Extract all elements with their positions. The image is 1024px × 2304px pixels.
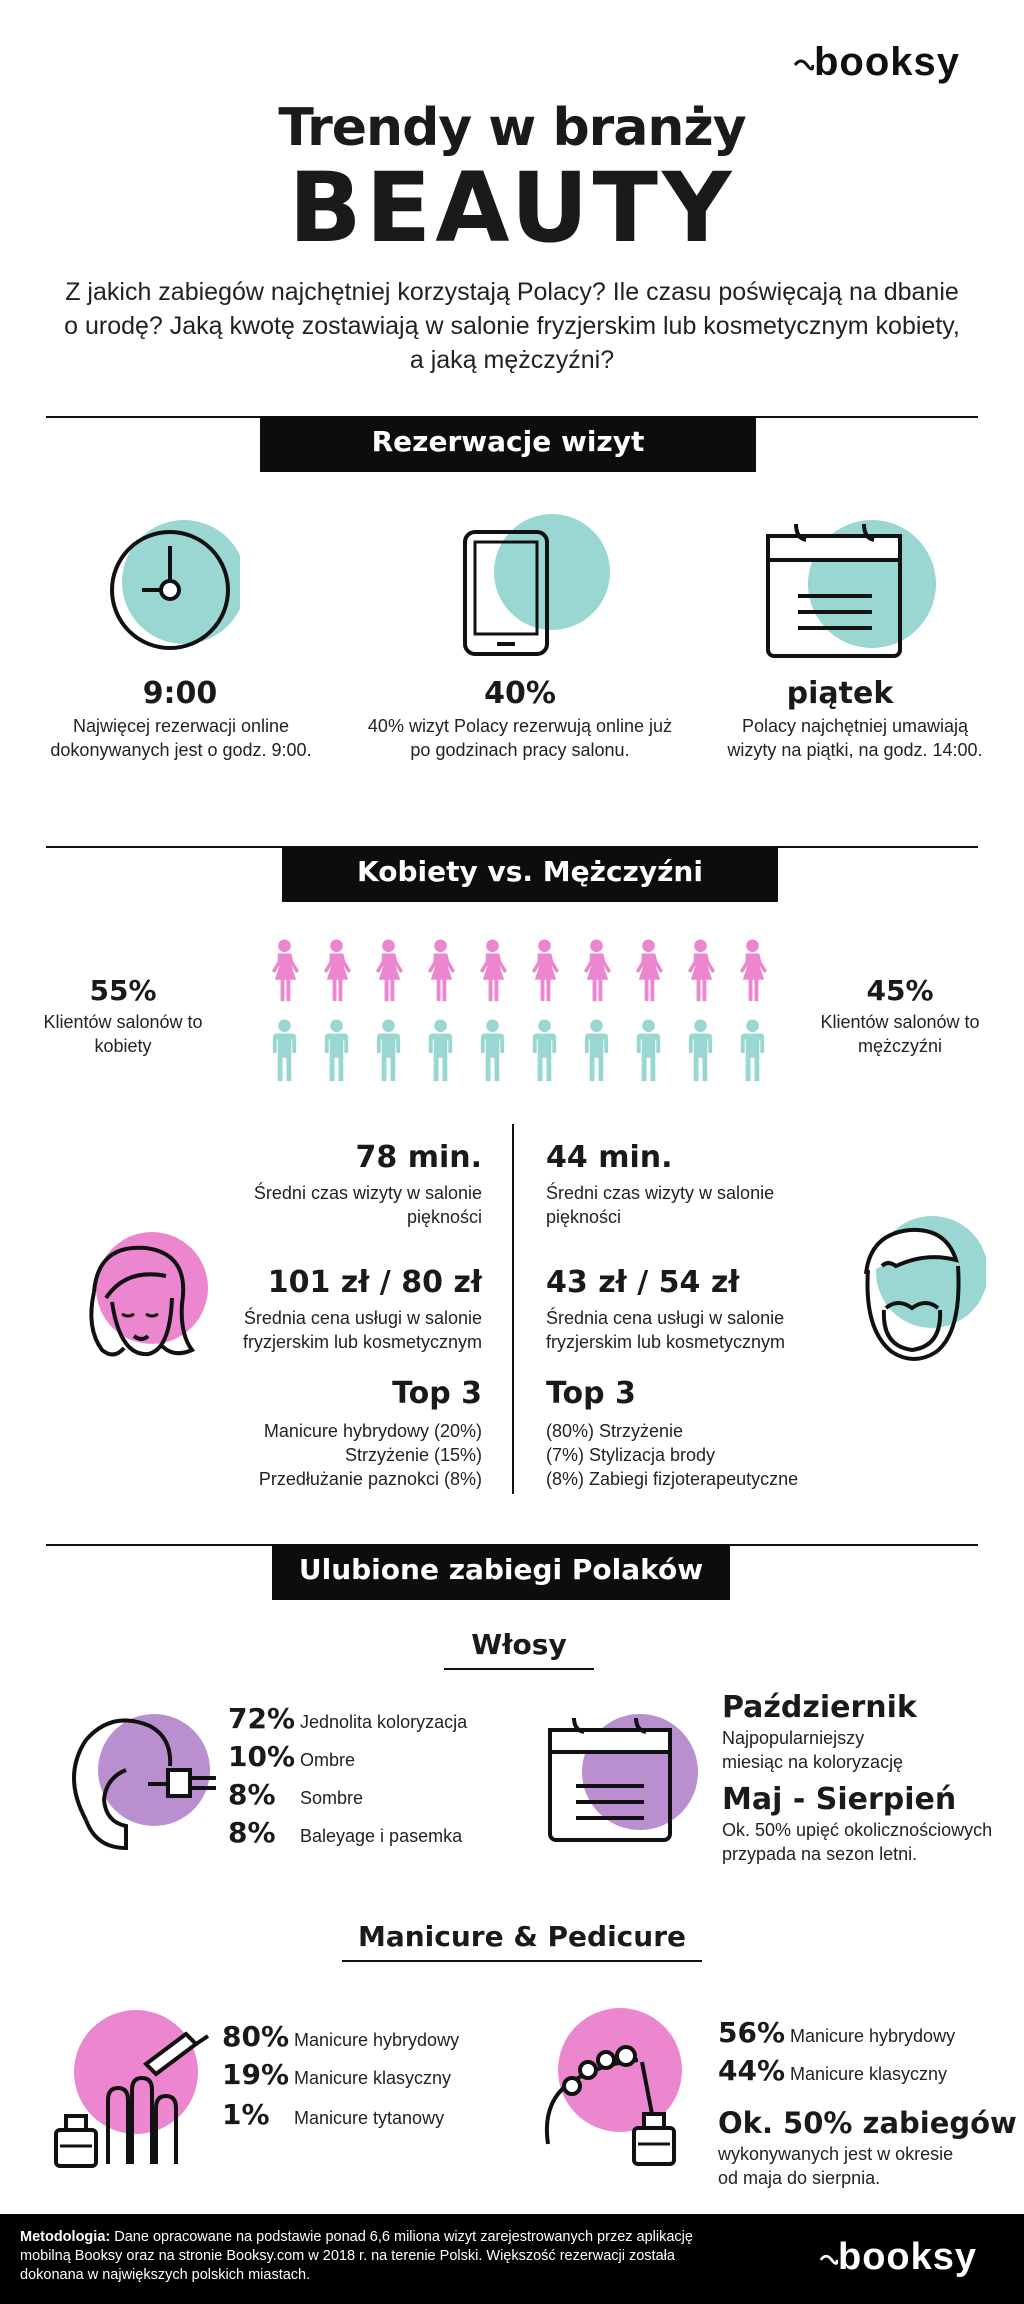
man-figure-icon [736,1018,769,1084]
women-figures [268,938,788,1008]
pct: 44% [718,2054,786,2087]
stat-value: piątek [786,676,894,711]
column-divider [512,1124,514,1494]
label: Baleyage i pasemka [300,1826,463,1846]
calendar-icon [760,510,950,660]
stat-text: 40% wizyt Polacy rezerwują online już po godzinach pracy salonu. [367,716,673,760]
woman-figure-icon [684,938,717,1004]
booksy-swoosh-icon [818,2247,838,2269]
women-price-label: Średnia cena usługi w salonie fryzjerskim lub kosmetycznym [242,1308,482,1352]
hair-stat [228,1740,355,1773]
section-banner-gender [282,846,778,902]
woman-figure-icon [528,938,561,1004]
booksy-swoosh-icon [792,51,814,75]
booksy-wordmark: booksy [814,40,961,84]
manicure-stat [222,2058,451,2091]
label: Manicure klasyczny [790,2064,948,2084]
methodology-text [20,2228,720,2285]
pct: 8% [228,1778,276,1811]
women-time-label: Średni czas wizyty w salonie piękności [253,1183,482,1227]
men-top-3: (8%) Zabiegi fizjoterapeutyczne [546,1469,799,1489]
pedicure-stat [718,2054,947,2087]
man-figure-icon [424,1018,457,1084]
men-label: Klientów salonów to mężczyźni [820,1012,980,1056]
man-figure-icon [372,1018,405,1084]
label: Manicure klasyczny [294,2068,452,2088]
pct: 19% [222,2058,290,2091]
women-stats [196,1140,482,1491]
woman-figure-icon [372,938,405,1004]
women-price: 101 zł / 80 zł [267,1265,482,1300]
woman-figure-icon [736,938,769,1004]
booksy-logo-footer[interactable] [818,2236,977,2279]
calendar-icon [540,1706,710,1846]
woman-figure-icon [424,938,457,1004]
manicure-stat [222,2020,459,2053]
woman-figure-icon [476,938,509,1004]
methodology-body: Dane opracowane na podstawie ponad 6,6 miliona wizyt zarejestrowanych przez aplikację mobilną Booksy oraz na stronie Booksy.com w 2018 r. na terenie Polski. Większość rezerwacji została dokonana w największych polskich miastach. [20,2229,693,2283]
season-text: Ok. 50% upięć okolicznościowych przypada na sezon letni. [722,1820,993,1864]
stat-text: Najwięcej rezerwacji online dokonywanych jest o godz. 9:00. [50,716,312,760]
men-figures [268,1018,788,1088]
label: Manicure tytanowy [294,2108,445,2128]
men-price-label: Średnia cena usługi w salonie fryzjerskim lub kosmetycznym [546,1308,786,1352]
women-label: Klientów salonów to kobiety [43,1012,203,1056]
pct: 80% [222,2020,290,2053]
man-figure-icon [632,1018,665,1084]
label: Ombre [300,1750,356,1770]
woman-figure-icon [320,938,353,1004]
woman-figure-icon [268,938,301,1004]
stat-value: 9:00 [142,676,218,711]
section-title: Kobiety vs. Mężczyźni [357,855,703,888]
man-figure-icon [476,1018,509,1084]
man-figure-icon [268,1018,301,1084]
men-top-1: (80%) Strzyżenie [546,1421,684,1441]
booksy-logo[interactable] [792,40,960,85]
pct: 72% [228,1702,296,1735]
title-line1: Trendy w branży [278,98,746,158]
man-face-icon [846,1214,986,1374]
men-time-label: Średni czas wizyty w salonie piękności [546,1183,775,1227]
women-top-title: Top 3 [392,1376,482,1411]
stat-value: 40% [484,676,556,711]
hair-stat [228,1816,462,1849]
clock-icon [100,510,240,650]
label: Manicure hybrydowy [790,2026,956,2046]
section-banner-reservations [260,416,756,472]
woman-figure-icon [632,938,665,1004]
label: Jednolita koloryzacja [300,1712,468,1732]
man-figure-icon [580,1018,613,1084]
intro-text: Z jakich zabiegów najchętniej korzystają Polacy? Ile czasu poświęcają na dbanie o urodę? Jaką kwotę zostawiają w salonie fryzjerskim lub kosmetycznym kobiety, a jaką mężczyźni? [64,278,960,374]
men-pct: 45% [866,974,934,1007]
pct: 10% [228,1740,296,1773]
pedicure-stat [718,2016,955,2049]
hair-stat [228,1702,467,1735]
underline [444,1668,594,1670]
women-top-1: Manicure hybrydowy (20%) [263,1421,482,1441]
label: Manicure hybrydowy [294,2030,460,2050]
man-figure-icon [528,1018,561,1084]
section-title: Ulubione zabiegi Polaków [298,1553,704,1586]
section-banner-favorites [272,1544,730,1600]
hair-stat [228,1778,363,1811]
women-top-3: Przedłużanie paznokci (8%) [258,1469,482,1489]
underline [342,1960,702,1962]
nails-heading: Manicure & Pedicure [357,1920,686,1953]
title-line2: BEAUTY [288,152,736,264]
label: Sombre [300,1788,364,1808]
pct: 8% [228,1816,276,1849]
booksy-wordmark: booksy [838,2236,978,2278]
month-text: Najpopularniejszy miesiąc na koloryzację [722,1728,904,1772]
month-title: Październik [722,1690,917,1725]
manicure-hand-icon [46,2004,216,2174]
footer [0,2214,1024,2304]
men-stats [546,1140,846,1491]
man-figure-icon [684,1018,717,1084]
nails-note-text: wykonywanych jest w okresie od maja do sierpnia. [718,2144,954,2188]
phone-icon [455,510,615,660]
hair-heading: Włosy [471,1628,567,1661]
men-top-2: (7%) Stylizacja brody [546,1445,716,1465]
pct: 1% [222,2098,270,2131]
manicure-stat [222,2098,444,2131]
man-figure-icon [320,1018,353,1084]
woman-face-icon [60,1228,210,1378]
men-time: 44 min. [546,1140,673,1175]
pedicure-foot-icon [528,2004,708,2174]
hair-coloring-icon [56,1710,236,1860]
men-top-title: Top 3 [546,1376,636,1411]
men-price: 43 zł / 54 zł [546,1265,740,1300]
methodology-label: Metodologia: [20,2229,111,2245]
women-top-2: Strzyżenie (15%) [344,1445,482,1465]
woman-figure-icon [580,938,613,1004]
stat-text: Polacy najchętniej umawiają wizyty na piątki, na godz. 14:00. [727,716,983,760]
section-title: Rezerwacje wizyt [371,425,645,458]
season-title: Maj - Sierpień [722,1782,957,1817]
pct: 56% [718,2016,786,2049]
women-pct: 55% [89,974,157,1007]
nails-note-title: Ok. 50% zabiegów [718,2106,1017,2140]
women-time: 78 min. [355,1140,482,1175]
